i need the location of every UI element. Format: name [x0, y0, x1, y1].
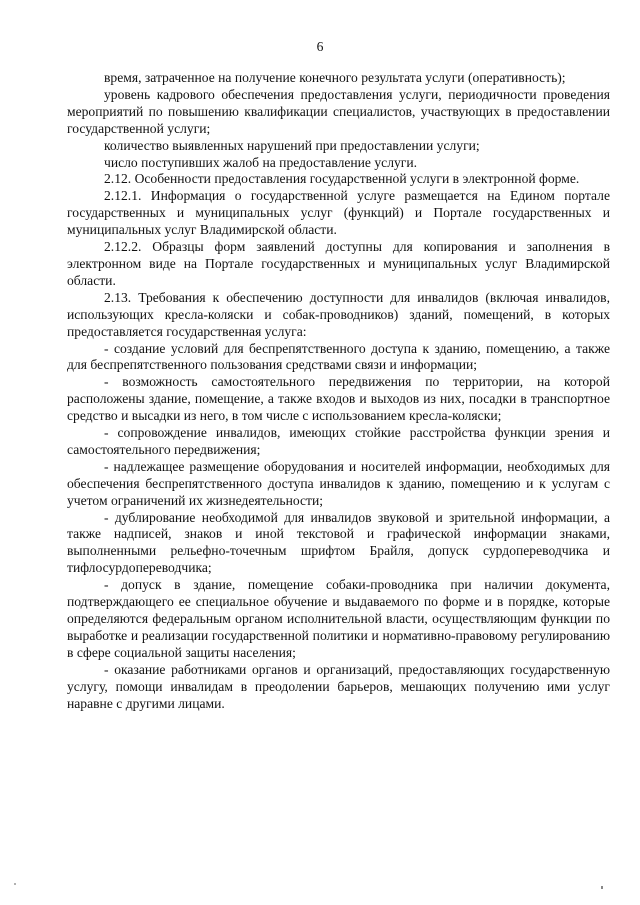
- page-number: 6: [316, 39, 324, 54]
- accessibility-item-access-conditions: - создание условий для беспрепятственного доступа к зданию, помещению, а также для беспрепятственного пользования средствами связи и информации;: [67, 340, 610, 373]
- accessibility-item-equipment-placement: - надлежащее размещение оборудования и носителей информации, необходимых для обеспечения беспрепятственного доступа инвалидов к зданию, помещению и к услугам с учетом ограничений их жизнедеятельности;: [67, 458, 610, 508]
- scan-speck: [601, 886, 603, 889]
- accessibility-item-staff-assistance: - оказание работниками органов и организаций, предоставляющих государственную услугу, помощи инвалидам в преодолении барьеров, мешающих получению ими услуг наравне с другими лицами.: [67, 661, 610, 711]
- document-body: [67, 70, 610, 712]
- paragraph-complaints-count: число поступивших жалоб на предоставление услуги.: [104, 154, 418, 170]
- section-2-13-heading: 2.13. Требования к обеспечению доступности для инвалидов (включая инвалидов, использующих кресла-коляски и собак-проводников) зданий, помещений, в которых предоставляется государственная услуга:: [67, 289, 610, 339]
- paragraph-violations-count: количество выявленных нарушений при предоставлении услуги;: [104, 137, 480, 153]
- accessibility-item-escort: - сопровождение инвалидов, имеющих стойкие расстройства функции зрения и самостоятельного передвижения;: [67, 425, 610, 457]
- accessibility-item-duplication: - дублирование необходимой для инвалидов звуковой и зрительной информации, а также надписей, знаков и иной текстовой и графической информации знаками, выполненными рельефно-точечным шрифтом Брайля, допуск сурдопереводчика и тифлосурдопереводчика;: [67, 509, 610, 576]
- paragraph-operativeness: время, затраченное на получение конечного результата услуги (оперативность);: [104, 70, 566, 85]
- paragraph-staffing-level: уровень кадрового обеспечения предоставления услуги, периодичности проведения мероприятий по повышению квалификации специалистов, участвующих в предоставлении государственной услуги;: [67, 86, 610, 136]
- section-2-12-heading: 2.12. Особенности предоставления государственной услуги в электронной форме.: [104, 171, 580, 187]
- accessibility-item-independent-movement: - возможность самостоятельного передвижения по территории, на которой расположены здание, помещение, а также входов и выходов из них, посадки в транспортное средство и высадки из него, в том числе с использованием кресла-коляски;: [67, 374, 610, 424]
- accessibility-item-guide-dog: - допуск в здание, помещение собаки-проводника при наличии документа, подтверждающего ее специальное обучение и выдаваемого по форме и в порядке, которые определяются федеральным органом исполнительной власти, осуществляющим функции по выработке и реализации государственной политики и нормативно-правовому регулированию в сфере социальной защиты населения;: [67, 577, 610, 660]
- section-2-12-1: 2.12.1. Информация о государственной услуге размещается на Едином портале государственных и муниципальных услуг (функций) и Портале государственных и муниципальных услуг Владимирской области.: [67, 188, 610, 238]
- scan-speck: [14, 883, 16, 885]
- section-2-12-2: 2.12.2. Образцы форм заявлений доступны для копирования и заполнения в электронном виде на Портале государственных и муниципальных услуг Владимирской области.: [67, 239, 610, 288]
